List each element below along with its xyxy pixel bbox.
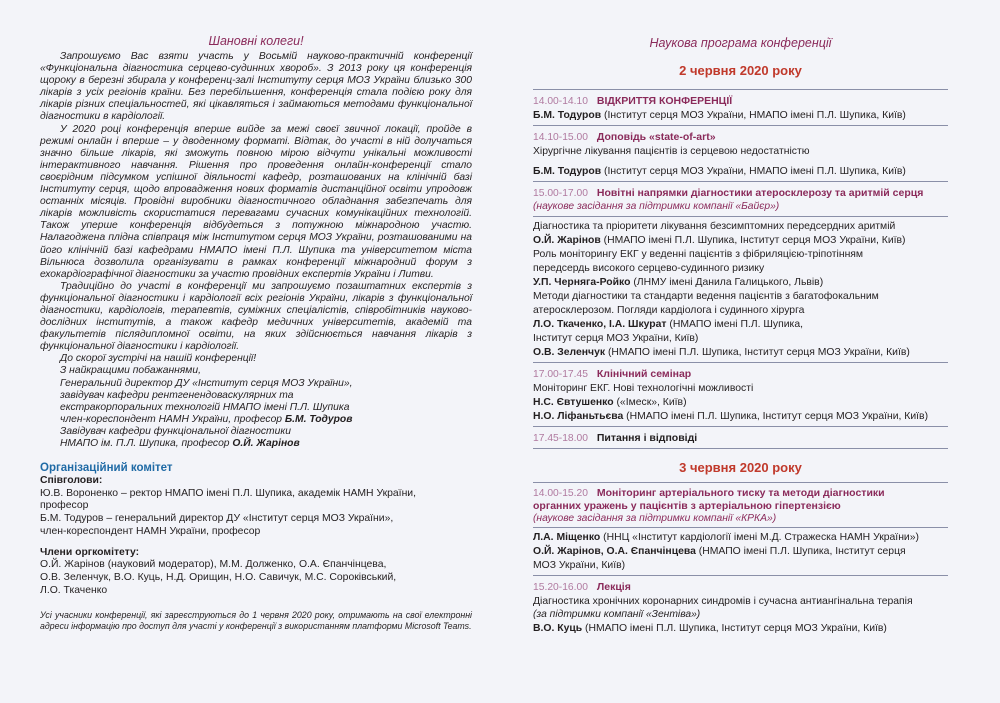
cochair-2-line-1: Б.М. Тодуров – генеральний директор ДУ «Інститут серця МОЗ України», — [40, 513, 394, 525]
session-6-speaker-1 — [533, 531, 948, 545]
session-6-title-line-1: Моніторинг артеріального тиску та методи діагностики — [596, 486, 885, 499]
session-1-speaker — [533, 109, 948, 123]
day-2-date: 3 червня 2020 року — [679, 459, 802, 475]
separator — [533, 527, 948, 528]
separator — [533, 181, 948, 182]
session-3-topic-3-line-1: Методи діагностики та стандарти ведення пацієнтів з багатофокальним — [533, 290, 879, 302]
separator — [533, 575, 948, 576]
speaker-affiliation: (ЛНМУ імені Данила Галицького, Львів) — [630, 276, 824, 288]
separator — [533, 448, 948, 449]
speaker-name: Б.М. Тодуров — [533, 166, 602, 177]
members-line-2: О.В. Зеленчук, В.О. Куць, Н.Д. Орищин, Н.О. Савичук, М.С. Сороківський, — [40, 572, 397, 584]
invitation-paragraph-1: Запрошуємо Вас взяти участь у Восьмій науково-практичній конференції «Функціональна діагностика серцево-судинних хвороб». З 2013 року ця конференція щороку в березні збирала у конференц-залі Інституту серця МОЗ України близько 300 лікарів з усіх регіонів країни. Без перебільшення, конференція стала подією року для лікарів різних спеціальностей, які цікавляться і займаються методами функціональної діагностики в кардіології. — [40, 51, 472, 123]
session-1-title: ВІДКРИТТЯ КОНФЕРЕНЦІЇ — [596, 95, 733, 107]
speaker-affiliation: (НМАПО імені П.Л. Шупика, Інститут серця МОЗ України, Київ) — [582, 622, 887, 634]
session-6-header — [533, 486, 948, 501]
signature-2-line-1: Завідувач кафедри функціональної діагностики — [60, 425, 291, 437]
speaker-name: Н.О. Ліфаньтьєва — [533, 410, 624, 422]
signature-2-title: НМАПО ім. П.Л. Шупика, професор — [60, 438, 233, 449]
speaker-name: В.О. Куць — [533, 622, 583, 634]
session-4-speaker-2 — [533, 410, 948, 424]
signature-2-name: О.Й. Жарінов — [232, 438, 300, 449]
signature-2-line-2 — [60, 438, 472, 450]
session-3-title: Новітні напрямки діагностики атеросклерозу та аритмій серця — [596, 187, 924, 199]
speaker-name: О.В. Зеленчук — [533, 346, 606, 358]
session-7-support: (за підтримки компанії «Зентіва») — [533, 609, 701, 620]
signature-1-line-2: завідувач кафедри рентгенендоваскулярних та — [60, 389, 294, 401]
session-3-speaker-2 — [533, 276, 948, 290]
session-5-header — [533, 430, 948, 446]
program-column — [533, 36, 948, 636]
session-2-topic: Хірургічне лікування пацієнтів із серцевою недостатністю — [533, 146, 810, 157]
cochairs-label: Співголови: — [40, 475, 103, 487]
speaker-affiliation: (Інститут серця МОЗ України, НМАПО імені П.Л. Шупика, Київ) — [601, 110, 906, 121]
cochair-2-line-2: член-кореспондент НАМН України, професор — [40, 525, 261, 537]
separator — [533, 216, 948, 217]
speaker-name: Н.С. Євтушенко — [533, 396, 614, 408]
session-3-speaker-4 — [533, 346, 948, 360]
separator — [533, 125, 948, 126]
committee-title: Організаційний комітет — [40, 462, 173, 475]
speaker-name: Б.М. Тодуров — [533, 110, 602, 121]
separator — [533, 89, 948, 90]
speaker-affiliation: (НМАПО імені П.Л. Шупика, Інститут серця МОЗ України, Київ) — [600, 234, 906, 246]
session-1-header — [533, 93, 948, 109]
session-2-title: Доповідь «state-of-art» — [596, 131, 716, 143]
session-3-speaker-3 — [533, 318, 948, 332]
session-3-header — [533, 185, 948, 201]
session-2-time: 14.10-15.00 — [533, 132, 588, 143]
session-4-speaker-1 — [533, 396, 948, 410]
invitation-regards: З найкращими побажаннями, — [60, 365, 201, 377]
speaker-name: О.Й. Жарінов, О.А. Єпанчінцева — [533, 546, 696, 557]
speaker-affiliation: («Імеск», Київ) — [613, 396, 687, 408]
day-1-date: 2 червня 2020 року — [679, 63, 802, 78]
session-6-time: 14.00-15.20 — [533, 487, 588, 499]
members-line-3: Л.О. Ткаченко — [40, 584, 108, 596]
session-7-topic: Діагностика хронічних коронарних синдромів і сучасна антиангінальна терапія — [533, 596, 913, 607]
session-7-title: Лекція — [596, 581, 631, 593]
invitation-closing: До скорої зустрічі на нашій конференції! — [60, 353, 257, 365]
cochair-1-line-2: професор — [40, 500, 89, 512]
signature-1-line-4 — [60, 414, 472, 426]
session-3-topic-2-line-1: Роль моніторингу ЕКГ у веденні пацієнтів з фібриляцією-тріпотінням — [533, 248, 864, 260]
speaker-affiliation: (Інститут серця МОЗ України, НМАПО імені П.Л. Шупика, Київ) — [601, 166, 906, 177]
signature-1-title: член-кореспондент НАМН України, професор — [60, 413, 285, 425]
session-7-time: 15.20-16.00 — [533, 582, 588, 593]
speaker-name: О.Й. Жарінов — [533, 234, 601, 246]
session-5-time: 17.45-18.00 — [533, 432, 588, 444]
session-3-support: (наукове засідання за підтримки компанії «Байєр») — [533, 201, 780, 212]
session-4-title: Клінічний семінар — [596, 367, 692, 380]
session-2-header — [533, 129, 948, 145]
invitation-paragraph-2: У 2020 році конференція вперше вийде за межі своєї звичної локації, пройде в режимі онлайн і вперше – у дводенному форматі. Відтак, до участі в ній долучаться значно більше лікарів, які зможуть повною мірою відчути унікальні можливості інтерактивного навчання. Рішення про проведення онлайн-конференції стало своєрідним підсумком успішної діяльності кафедр, розташованих на клінічній базі Інституту серця, щодо впровадження нових форматів дистанційної освіти упродовж останніх місяців. Провідні виробники діагностичного обладнання забезпечать для лікарів можливість скористатися перевагами сучасних комунікаційних технологій. Також уперше конференція відбудеться з потужною міжнародною участю. Налагоджена плідна співпраця між Інститутом серця МОЗ України, розташованими на його клінічній базі кафедрами НМАПО імені П.Л. Шупика та університетом міста Вільнюса дозволила організувати в рамках конференції міжнародний форум з ехокардіографічної діагностики за участю провідних експертів України і Литви. — [40, 123, 472, 280]
session-2-speaker — [533, 165, 948, 179]
session-3-speaker-3-affiliation-2: Інститут серця МОЗ України, Київ) — [533, 332, 699, 344]
session-3-speaker-1 — [533, 234, 948, 248]
session-3-topic-3-line-2: атеросклерозом. Погляди кардіолога і судинного хірурга — [533, 304, 805, 316]
session-7-speaker — [533, 622, 948, 636]
signatures — [60, 378, 472, 451]
speaker-name: Л.О. Ткаченко, І.А. Шкурат — [533, 318, 667, 330]
session-4-time: 17.00-17.45 — [533, 368, 588, 380]
signature-1-line-3: екстракорпоральних технологій НМАПО імені П.Л. Шупика — [60, 401, 350, 413]
speaker-affiliation: (НМАПО імені П.Л. Шупика, Інститут серця МОЗ України, Київ) — [623, 410, 929, 422]
invitation-column — [40, 34, 472, 633]
greeting: Шановні колеги! — [208, 34, 304, 48]
separator — [533, 362, 948, 363]
speaker-affiliation: (НМАПО імені П.Л. Шупика, Інститут серця МОЗ України, Київ) — [605, 346, 910, 358]
session-3-topic-1: Діагностика та пріоритети лікування безсимптомних передсердних аритмій — [533, 220, 896, 232]
signature-1-name: Б.М. Тодуров — [284, 413, 353, 425]
speaker-name: Л.А. Міщенко — [533, 532, 601, 543]
session-6-title-line-2: органних уражень у пацієнтів з артеріальною гіпертензією — [533, 500, 841, 512]
session-3-topic-2-line-2: передсердь високого серцево-судинного ризику — [533, 262, 765, 274]
session-6-speaker-2-affiliation-2: МОЗ України, Київ) — [533, 560, 626, 571]
session-7-header — [533, 579, 948, 595]
separator — [533, 426, 948, 427]
speaker-affiliation: (НМАПО імені П.Л. Шупика, Інститут серця — [695, 546, 906, 557]
session-6-speaker-2 — [533, 545, 948, 559]
session-3-time: 15.00-17.00 — [533, 188, 588, 199]
members-line-1: О.Й. Жарінов (науковий модератор), М.М. Долженко, О.А. Єпанчінцева, — [40, 559, 387, 571]
cochair-1-line-1: Ю.В. Вороненко – ректор НМАПО імені П.Л. Шупика, академік НАМН України, — [40, 487, 417, 499]
signature-1-line-1: Генеральний директор ДУ «Інститут серця МОЗ України», — [60, 377, 353, 389]
speaker-name: У.П. Черняга-Ройко — [533, 276, 631, 288]
session-4-topic: Моніторинг ЕКГ. Нові технологічні можливості — [533, 382, 754, 394]
session-4-header — [533, 366, 948, 382]
footnote: Усі учасники конференції, які зареєструються до 1 червня 2020 року, отримають на свої електронні адреси інформацію про доступ для участі у конференції з використанням платформи Microsoft Teams. — [40, 609, 472, 632]
program-title: Наукова програма конференції — [649, 36, 832, 50]
invitation-paragraph-3: Традиційно до участі в конференції ми запрошуємо позаштатних експертів з функціональної діагностики і кардіології всіх регіонів України, лікарів з функціональної діагностики, кардіологів, терапевтів, суміжних спеціалістів, співробітників науково-дослідних інститутів, а також кафедр медичних університетів, академій та факультетів післядипломної освіти, на яких здійснюється навчання лікарів з функціональної діагностики і кардіології. — [40, 280, 472, 353]
session-5-title: Питання і відповіді — [596, 431, 698, 444]
session-6-support: (наукове засідання за підтримки компанії «КРКА») — [533, 512, 777, 524]
session-1-time: 14.00-14.10 — [533, 96, 588, 107]
speaker-affiliation: (НМАПО імені П.Л. Шупика, — [666, 318, 803, 330]
members-label: Члени оргкомітету: — [40, 546, 140, 558]
speaker-affiliation: (ННЦ «Інститут кардіології імені М.Д. Стражеска НАМН України») — [600, 532, 919, 543]
